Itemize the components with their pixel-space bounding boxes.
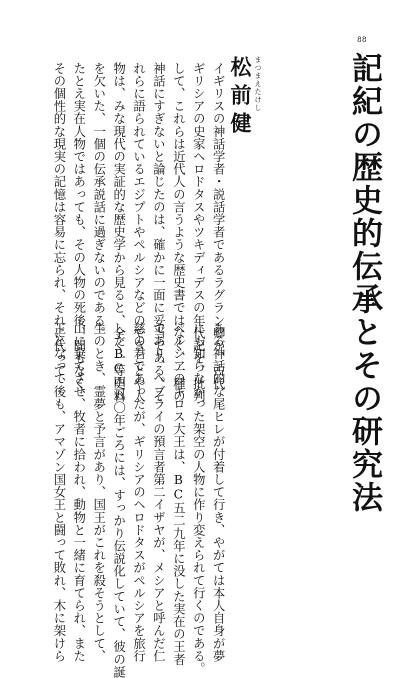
- text-line: 生のとき、霊夢と予言があり、国王がこれを殺そうとして、: [91, 322, 106, 663]
- upper-paragraph: [48, 62, 227, 403]
- text-line: 神話にすぎないと論じたのは、確かに一面に妥当である。そ: [151, 62, 166, 403]
- text-line: ある神話的な尾ヒレが付着して行き、やがては本人自身が夢: [211, 322, 226, 663]
- text-line: したBC四五〇年ごろには、すっかり伝説化していて、彼の誕: [111, 322, 126, 678]
- text-line: にも知らなかった架空の人物に作り変えられて行くのである。: [191, 322, 206, 675]
- page-number: 88: [357, 36, 367, 44]
- text-line: して、これらは近代人の言うような歴史書ではなく、一種の: [171, 62, 186, 403]
- text-line: ペルシアのキロス大王は、BC五二九年に没した実在の王者: [171, 322, 186, 666]
- text-line: であり、ヘブライの預言者第二イザヤが、メシアと呼んだ仁: [151, 322, 166, 663]
- author-furigana: まつまえたけし: [254, 56, 262, 112]
- text-line: 山に棄てさせ、牧者に拾われ、動物と一緒に育てられ、また: [71, 322, 86, 663]
- text-line: れらに語られているエジプトやペルシアなどのできごとや人: [131, 62, 146, 403]
- lower-paragraph: [48, 322, 227, 678]
- text-line: イギリスの神話学者・説話学者であるラグラン卿が、古代: [211, 62, 226, 390]
- text-line: 王となって後も、アマゾン国女王と闘って敗れ、木に架けら: [51, 322, 66, 663]
- text-line: 慈の君であったが、ギリシアのヘロドタスがペルシアを旅行: [131, 322, 146, 663]
- text-line: 物は、みな現代の実証的な歴史学から見ると、全く一等史料: [111, 62, 126, 403]
- text-line: その個性的な現実の記憶は容易に忘られ、それに代って、: [51, 62, 66, 390]
- text-line: を欠いた、一個の伝承説話に過ぎないのである。: [91, 62, 106, 340]
- text-line: たとえ実在人物ではあっても、その人物の死後、間もなく、: [71, 62, 86, 403]
- article-title: 記紀の歴史的伝承とその研究法: [346, 52, 382, 514]
- text-line: ギリシアの史家ヘロドタスやツキディデスの年代記を、批判: [191, 62, 206, 403]
- author-name: 松前健: [228, 56, 253, 140]
